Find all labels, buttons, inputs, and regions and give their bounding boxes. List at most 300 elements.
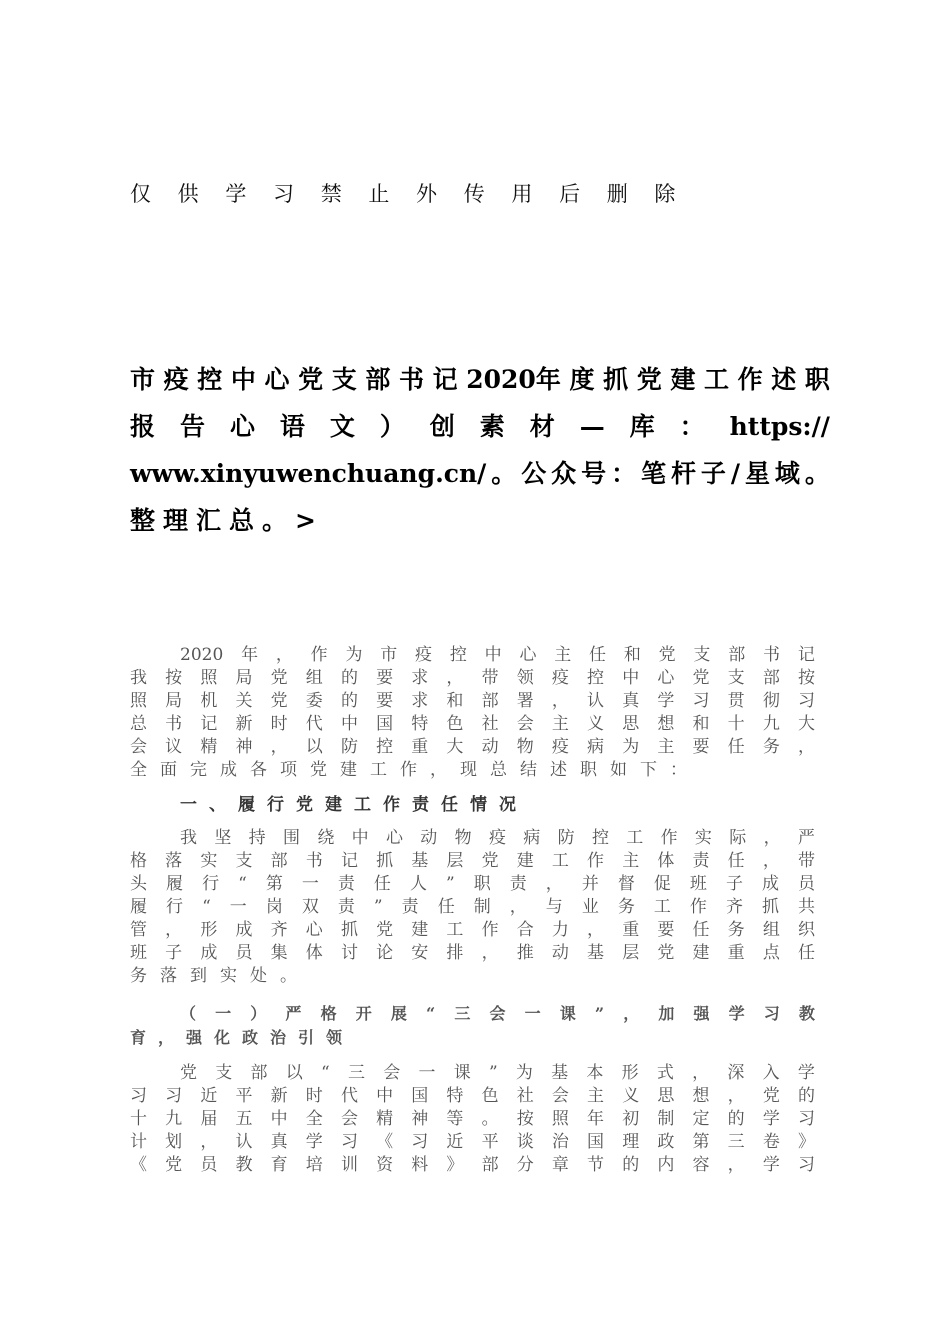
- text-token: 义: [622, 1086, 640, 1106]
- text-token: 号: [581, 459, 607, 488]
- text-token: 与: [545, 897, 563, 917]
- text-token: 大: [446, 737, 464, 757]
- text-line: [130, 896, 815, 919]
- text-token: 培: [305, 1155, 323, 1175]
- text-token: ，: [727, 1155, 745, 1175]
- text-token: 责: [337, 897, 355, 917]
- text-token: 记: [432, 365, 458, 394]
- text-token: 要: [376, 691, 394, 711]
- text-token: ，: [762, 851, 780, 871]
- text-line: [130, 919, 815, 942]
- text-line: [130, 1062, 815, 1085]
- text-token: 党: [270, 691, 288, 711]
- subheading-line: [130, 1026, 815, 1050]
- text-token: 务落到实处。: [130, 966, 310, 986]
- text-token: 严: [285, 1004, 302, 1023]
- text-token: 代: [340, 1086, 358, 1106]
- text-token: 署: [516, 691, 534, 711]
- text-token: 内: [657, 1155, 675, 1175]
- text-token: 层: [446, 851, 464, 871]
- text-token: 党: [692, 668, 710, 688]
- text-token: 第: [692, 1132, 710, 1152]
- text-token: 成: [761, 874, 779, 894]
- text-token: 安: [411, 943, 429, 963]
- text-token: 全: [305, 1109, 323, 1129]
- text-token: 一: [215, 1004, 232, 1023]
- text-token: 式: [656, 1063, 674, 1083]
- text-token: 作: [310, 645, 328, 665]
- text-line: [130, 1154, 815, 1177]
- text-token: 党: [657, 943, 675, 963]
- text-token: 深: [727, 1063, 745, 1083]
- text-token: 讨: [340, 943, 358, 963]
- text-token: 工: [653, 897, 671, 917]
- text-token: 公: [521, 459, 547, 488]
- text-token: 学: [657, 691, 675, 711]
- text-token: 加: [658, 1004, 675, 1023]
- text-token: 建: [670, 365, 696, 394]
- text-token: 平: [235, 1086, 253, 1106]
- text-token: 党: [636, 365, 662, 394]
- text-token: 展: [390, 1004, 407, 1023]
- text-token: 建: [692, 943, 710, 963]
- text-token: 成: [235, 920, 253, 940]
- text-token: 照: [130, 691, 147, 711]
- text-token: 教: [235, 1155, 253, 1175]
- text-token: 习: [340, 1132, 358, 1152]
- text-token: 习: [797, 691, 815, 711]
- text-token: 主: [551, 714, 569, 734]
- text-token: 抓: [376, 851, 394, 871]
- text-token: ，: [446, 668, 464, 688]
- text-token: 精: [376, 1109, 394, 1129]
- text-token: 五: [235, 1109, 253, 1129]
- text-token: 疫: [551, 668, 569, 688]
- text-token: ”: [594, 1004, 605, 1023]
- text-token: 笔: [641, 459, 667, 488]
- text-token: 中: [484, 645, 502, 665]
- text-token: 定: [692, 1109, 710, 1129]
- text-token: 谈: [516, 1132, 534, 1152]
- text-token: 照: [200, 668, 218, 688]
- text-token: —: [579, 412, 605, 441]
- text-token: 党: [270, 668, 288, 688]
- text-token: 三: [347, 1063, 365, 1083]
- text-token: （: [180, 1004, 197, 1023]
- text-line: [130, 644, 815, 667]
- text-token: 议: [165, 737, 183, 757]
- text-line: [130, 1085, 815, 1108]
- text-token: 要: [657, 920, 675, 940]
- text-token: 织: [797, 920, 815, 940]
- text-token: 的: [340, 691, 358, 711]
- text-token: 作: [481, 920, 499, 940]
- text-token: ，: [763, 828, 781, 848]
- text-token: ，: [587, 920, 605, 940]
- text-token: 2020: [180, 645, 224, 665]
- text-token: 我: [130, 668, 147, 688]
- text-token: 文: [329, 412, 355, 441]
- paragraph-intro: [130, 644, 815, 782]
- text-token: 十: [130, 1109, 147, 1129]
- text-token: 中: [351, 828, 369, 848]
- text-token: 实: [694, 828, 712, 848]
- text-token: 时: [305, 1086, 323, 1106]
- text-token: 为: [345, 645, 363, 665]
- text-token: 形: [621, 1063, 639, 1083]
- text-token: 九: [762, 714, 780, 734]
- text-token: 育: [270, 1155, 288, 1175]
- text-token: 支: [693, 645, 711, 665]
- text-token: 体: [657, 851, 675, 871]
- text-token: 划: [165, 1132, 183, 1152]
- text-token: 政: [657, 1132, 675, 1152]
- text-token: 特: [411, 714, 429, 734]
- text-token: 三: [727, 1132, 745, 1152]
- text-token: 平: [481, 1132, 499, 1152]
- text-token: 业: [581, 897, 599, 917]
- text-token: 重: [622, 920, 640, 940]
- text-token: 思: [622, 714, 640, 734]
- text-token: 动: [481, 737, 499, 757]
- text-token: 疫: [415, 645, 433, 665]
- text-token: 习: [763, 1004, 780, 1023]
- text-token: 心: [305, 920, 323, 940]
- text-token: 会: [489, 1004, 506, 1023]
- text-token: 总: [130, 714, 147, 734]
- text-token: 年: [587, 1109, 605, 1129]
- text-token: 时: [270, 714, 288, 734]
- text-token: 支: [331, 365, 357, 394]
- text-token: 点: [762, 943, 780, 963]
- text-token: 。: [804, 459, 830, 488]
- text-token: ，: [797, 737, 815, 757]
- text-token: 动: [551, 943, 569, 963]
- text-token: 一: [229, 897, 247, 917]
- title-line: [130, 450, 830, 497]
- text-token: 组: [305, 668, 323, 688]
- text-token: 彻: [762, 691, 780, 711]
- text-token: ，: [509, 897, 527, 917]
- text-token: 绕: [317, 828, 335, 848]
- text-token: 合: [516, 920, 534, 940]
- text-token: 照: [551, 1109, 569, 1129]
- text-token: 》: [446, 1155, 464, 1175]
- text-token: 社: [481, 714, 499, 734]
- text-token: 《: [130, 1155, 147, 1175]
- text-token: 代: [305, 714, 323, 734]
- text-token: 党: [180, 1063, 197, 1083]
- text-token: 理: [622, 1132, 640, 1152]
- text-token: 务: [617, 897, 635, 917]
- text-token: 基: [587, 943, 605, 963]
- text-token: 资: [376, 1155, 394, 1175]
- text-token: 学: [305, 1132, 323, 1152]
- text-token: 近: [446, 1132, 464, 1152]
- text-token: 中: [622, 668, 640, 688]
- text-token: 会: [551, 1086, 569, 1106]
- text-token: 按: [516, 1109, 534, 1129]
- text-token: 会: [340, 1109, 358, 1129]
- text-token: 届: [200, 1109, 218, 1129]
- text-token: 心: [229, 412, 255, 441]
- text-token: 我: [180, 828, 197, 848]
- text-token: 的: [727, 1109, 745, 1129]
- text-token: 认: [587, 691, 605, 711]
- text-token: 任: [727, 851, 745, 871]
- text-token: 动: [420, 828, 438, 848]
- text-token: 支: [215, 1063, 233, 1083]
- text-token: 精: [200, 737, 218, 757]
- text-token: 齐: [725, 897, 743, 917]
- text-token: 重: [411, 737, 429, 757]
- document-title: [130, 356, 830, 544]
- text-token: 建: [516, 851, 534, 871]
- text-token: 力: [551, 920, 569, 940]
- text-token: 杆: [670, 459, 696, 488]
- text-token: 学: [762, 1109, 780, 1129]
- text-token: 实: [200, 851, 218, 871]
- text-token: 作: [737, 365, 763, 394]
- text-token: 机: [200, 691, 218, 711]
- text-token: 共: [798, 897, 815, 917]
- text-token: 部: [481, 1155, 499, 1175]
- text-token: 物: [516, 737, 534, 757]
- text-token: 成: [200, 943, 218, 963]
- text-token: 员: [200, 1155, 218, 1175]
- text-token: 作: [660, 828, 678, 848]
- text-line: [130, 713, 815, 736]
- text-token: ）: [379, 412, 405, 441]
- text-token: 习: [165, 1086, 183, 1106]
- text-token: 履: [130, 897, 147, 917]
- text-token: 重: [727, 943, 745, 963]
- text-token: 神: [235, 737, 253, 757]
- text-token: 责: [692, 851, 710, 871]
- text-token: 责: [401, 897, 419, 917]
- text-token: 课: [559, 1004, 576, 1023]
- text-token: ，: [551, 691, 569, 711]
- text-token: 形: [200, 920, 218, 940]
- text-token: 双: [301, 897, 319, 917]
- text-token: 十: [727, 714, 745, 734]
- text-token: “: [202, 897, 211, 917]
- text-token: 会: [130, 737, 147, 757]
- text-token: 特: [446, 1086, 464, 1106]
- text-token: 任: [692, 920, 710, 940]
- text-token: 真: [622, 691, 640, 711]
- text-token: 控: [376, 737, 394, 757]
- text-token: 工: [703, 365, 729, 394]
- text-token: 和: [692, 714, 710, 734]
- text-token: 和: [446, 691, 464, 711]
- text-token: 创: [429, 412, 455, 441]
- text-token: 制: [473, 897, 491, 917]
- text-token: 部: [250, 1063, 268, 1083]
- text-token: 带: [481, 668, 499, 688]
- text-token: 行: [202, 874, 220, 894]
- text-token: 学: [728, 1004, 745, 1023]
- text-token: 层: [622, 943, 640, 963]
- text-token: 防: [340, 737, 358, 757]
- text-token: ：: [611, 459, 637, 488]
- text-token: 子: [700, 459, 726, 488]
- text-token: “: [238, 874, 247, 894]
- text-token: 语: [279, 412, 305, 441]
- text-token: 建: [411, 920, 429, 940]
- text-line: [130, 1131, 815, 1154]
- text-token: 国: [411, 1086, 429, 1106]
- text-token: 党: [298, 365, 324, 394]
- text-token: 防: [557, 828, 575, 848]
- text-token: 会: [383, 1063, 401, 1083]
- text-token: 素: [479, 412, 505, 441]
- text-token: 督: [617, 874, 635, 894]
- text-token: 控: [591, 828, 609, 848]
- text-token: 新: [235, 714, 253, 734]
- text-token: ，: [481, 943, 499, 963]
- text-token: 部: [270, 851, 288, 871]
- text-token: 按: [165, 668, 183, 688]
- text-token: 近: [200, 1086, 218, 1106]
- text-token: 疫: [551, 737, 569, 757]
- text-token: 任: [373, 874, 391, 894]
- text-token: 班: [689, 874, 707, 894]
- heading-text: 一、履行党建工作责任情况: [180, 795, 528, 815]
- text-token: 训: [340, 1155, 358, 1175]
- text-token: 义: [587, 714, 605, 734]
- text-token: 中: [270, 1109, 288, 1129]
- text-token: 工: [446, 920, 464, 940]
- text-token: 治: [551, 1132, 569, 1152]
- text-token: 述: [771, 365, 797, 394]
- text-token: 坚: [214, 828, 232, 848]
- text-line: [130, 759, 815, 782]
- text-token: 员: [798, 874, 815, 894]
- section-heading: [130, 792, 815, 818]
- text-token: 子: [165, 943, 183, 963]
- text-token: 书: [305, 851, 323, 871]
- text-token: 任: [437, 897, 455, 917]
- text-token: 按: [797, 668, 815, 688]
- text-token: 局: [165, 691, 183, 711]
- text-token: 计: [130, 1132, 147, 1152]
- text-line: [130, 942, 815, 965]
- text-token: 严: [797, 828, 815, 848]
- text-token: 众: [551, 459, 577, 488]
- text-token: 委: [305, 691, 323, 711]
- text-token: 抓: [340, 920, 358, 940]
- text-token: 书: [763, 645, 781, 665]
- text-token: 病: [523, 828, 541, 848]
- text-token: 国: [587, 1132, 605, 1152]
- text-token: 书: [399, 365, 425, 394]
- text-token: ，: [270, 737, 288, 757]
- text-token: 要: [692, 737, 710, 757]
- text-token: 习: [797, 1155, 815, 1175]
- title-line: [130, 497, 830, 544]
- text-token: 求: [411, 668, 429, 688]
- text-token: 章: [551, 1155, 569, 1175]
- text-line: [130, 736, 815, 759]
- text-token: 疫: [488, 828, 506, 848]
- text-token: www.xinyuwenchuang.cn/: [130, 459, 487, 488]
- text-token: 部: [481, 691, 499, 711]
- text-token: 市: [380, 645, 398, 665]
- text-token: /: [730, 459, 741, 488]
- text-token: 学: [762, 1155, 780, 1175]
- text-token: ）: [250, 1004, 267, 1023]
- text-line: [130, 965, 815, 988]
- text-token: 组: [762, 920, 780, 940]
- text-token: 促: [653, 874, 671, 894]
- text-token: 部: [728, 645, 746, 665]
- text-token: 际: [729, 828, 747, 848]
- text-token: 的: [340, 668, 358, 688]
- text-token: 三: [454, 1004, 471, 1023]
- text-line: [130, 850, 815, 873]
- text-token: 推: [516, 943, 534, 963]
- text-token: 责: [337, 874, 355, 894]
- text-token: 贯: [727, 691, 745, 711]
- text-token: 支: [727, 668, 745, 688]
- text-token: 一: [418, 1063, 436, 1083]
- text-token: ，: [692, 1063, 710, 1083]
- text-token: 党: [481, 851, 499, 871]
- text-token: 控: [587, 668, 605, 688]
- text-token: 为: [622, 737, 640, 757]
- text-token: 》: [797, 1132, 815, 1152]
- text-token: “: [425, 1004, 436, 1023]
- text-token: ，: [623, 1004, 640, 1023]
- text-token: 齐: [270, 920, 288, 940]
- text-token: 等: [446, 1109, 464, 1129]
- text-line: [130, 667, 815, 690]
- text-token: “: [321, 1063, 330, 1083]
- text-token: ，: [545, 874, 563, 894]
- text-token: 行: [166, 897, 184, 917]
- text-token: 主: [622, 851, 640, 871]
- text-token: 想: [657, 714, 675, 734]
- text-token: 。: [481, 1109, 499, 1129]
- text-token: 全面完成各项党建工作，现总结述职如下：: [130, 760, 700, 780]
- text-token: 物: [454, 828, 472, 848]
- text-token: 容: [692, 1155, 710, 1175]
- text-token: ，: [200, 1132, 218, 1152]
- text-token: 和: [623, 645, 641, 665]
- notice-banner: 仅 供 学 习 禁 止 外 传 用 后 删 除: [130, 182, 686, 206]
- text-token: 格: [320, 1004, 337, 1023]
- text-token: 入: [762, 1063, 780, 1083]
- text-token: 领: [516, 668, 534, 688]
- text-token: 作: [689, 897, 707, 917]
- text-token: ”: [373, 897, 383, 917]
- text-token: 大: [797, 714, 815, 734]
- text-token: 域: [774, 459, 800, 488]
- text-token: 基: [411, 851, 429, 871]
- text-token: ”: [445, 874, 455, 894]
- text-token: 年: [241, 645, 259, 665]
- text-token: 病: [587, 737, 605, 757]
- text-token: 要: [376, 668, 394, 688]
- text-token: 习: [411, 1132, 429, 1152]
- text-token: 记: [200, 714, 218, 734]
- text-token: 头: [130, 874, 147, 894]
- text-token: 党: [376, 920, 394, 940]
- text-token: 管: [130, 920, 147, 940]
- text-token: 教: [798, 1004, 815, 1023]
- text-token: 心: [385, 828, 403, 848]
